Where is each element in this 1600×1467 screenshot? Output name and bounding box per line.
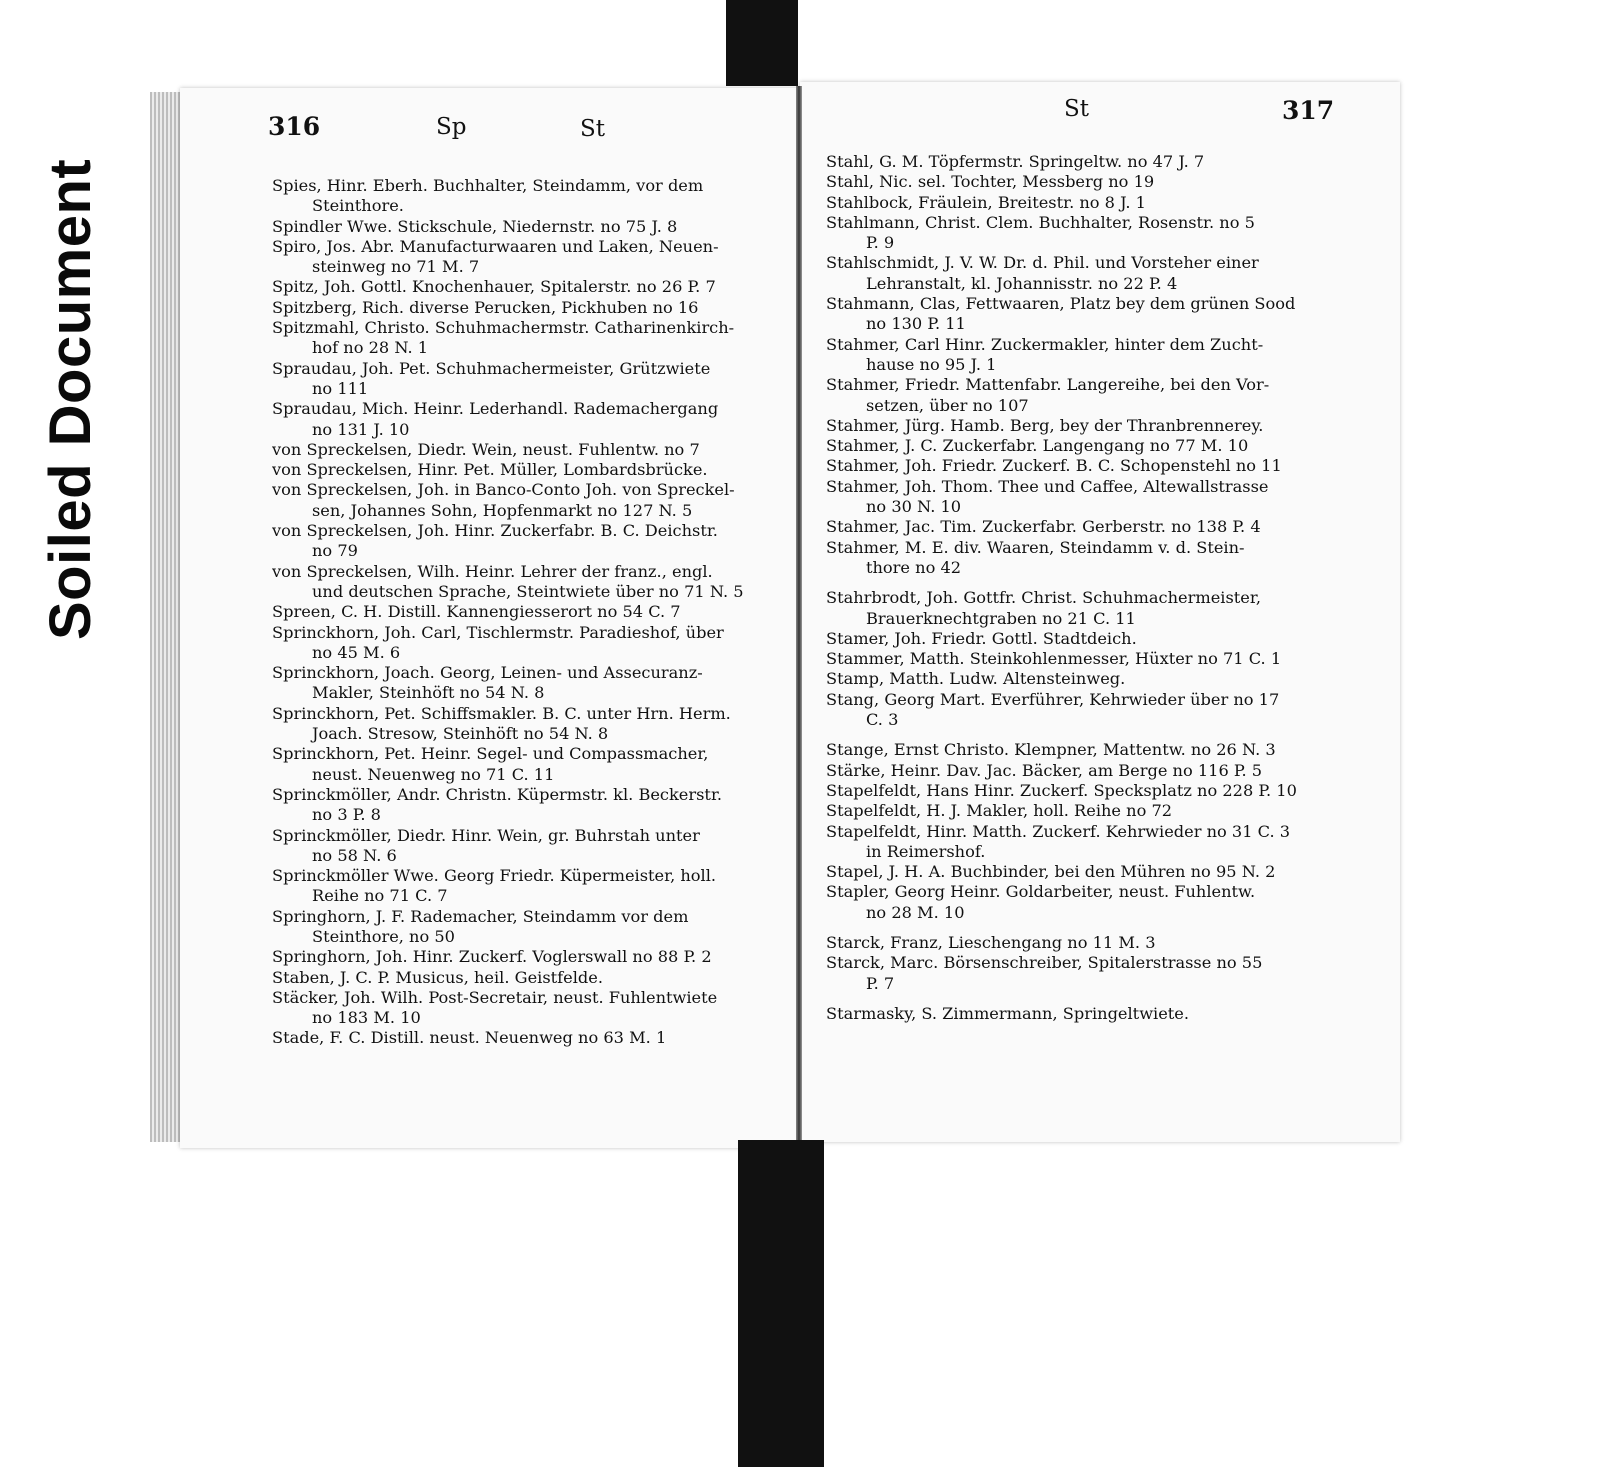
directory-entry — [272, 399, 772, 440]
entry-line: Sprinckmöller Wwe. Georg Friedr. Küpermeister, holl. — [272, 866, 717, 886]
entry-line: Stahl, Nic. sel. Tochter, Messberg no 19 — [826, 172, 1155, 192]
entry-line: Spraudau, Joh. Pet. Schuhmachermeister, Grützwiete — [272, 358, 711, 378]
directory-entry — [826, 882, 1326, 923]
directory-entry — [272, 988, 772, 1029]
entry-line: Sprinckhorn, Joh. Carl, Tischlermstr. Paradieshof, über — [272, 622, 724, 642]
directory-entry — [826, 416, 1326, 436]
entry-line: Sprinckmöller, Diedr. Hinr. Wein, gr. Buhrstah unter — [272, 825, 700, 845]
entry-line: Sprinckhorn, Joach. Georg, Leinen- und Assecuranz- — [272, 663, 703, 683]
entry-line: Stapel, J. H. A. Buchbinder, bei den Mühren no 95 N. 2 — [826, 862, 1276, 882]
directory-entry — [272, 602, 772, 622]
left-page-header-st: St — [580, 116, 605, 142]
entry-continuation-line: no 45 M. 6 — [312, 642, 401, 662]
entry-continuation-line: hause no 95 J. 1 — [866, 354, 997, 374]
entry-continuation-line: no 183 M. 10 — [312, 1008, 421, 1028]
directory-entry — [272, 623, 772, 664]
entry-continuation-line: no 131 J. 10 — [312, 419, 410, 439]
entry-line: Stang, Georg Mart. Everführer, Kehrwieder über no 17 — [826, 689, 1280, 709]
directory-entry — [272, 947, 772, 967]
entry-line: Starck, Franz, Lieschengang no 11 M. 3 — [826, 932, 1156, 952]
binding-strip-top — [726, 0, 798, 86]
entry-continuation-line: thore no 42 — [866, 557, 962, 577]
entry-line: Spreen, C. H. Distill. Kannengiesserort no 54 C. 7 — [272, 602, 681, 622]
right-page-number: 317 — [1282, 96, 1335, 125]
directory-entry — [826, 193, 1326, 213]
entry-continuation-line: und deutschen Sprache, Steintwiete über no 71 N. 5 — [312, 581, 744, 601]
entry-line: Stapelfeldt, H. J. Makler, holl. Reihe no 72 — [826, 801, 1173, 821]
entry-line: Sprinckhorn, Pet. Heinr. Segel- und Compassmacher, — [272, 744, 709, 764]
entry-line: Staben, J. C. P. Musicus, heil. Geistfelde. — [272, 967, 603, 987]
directory-entry — [272, 277, 772, 297]
directory-entry — [826, 933, 1326, 953]
entry-line: Stahmer, Carl Hinr. Zuckermakler, hinter dem Zucht- — [826, 334, 1264, 354]
entry-line: von Spreckelsen, Hinr. Pet. Müller, Lombardsbrücke. — [272, 460, 708, 480]
entry-line: von Spreckelsen, Joh. Hinr. Zuckerfabr. B. C. Deichstr. — [272, 521, 718, 541]
entry-line: Sprinckhorn, Pet. Schiffsmakler. B. C. unter Hrn. Herm. — [272, 703, 731, 723]
entry-line: Spies, Hinr. Eberh. Buchhalter, Steindamm, vor dem — [272, 176, 704, 195]
entry-line: Stamer, Joh. Friedr. Gottl. Stadtdeich. — [826, 628, 1137, 648]
directory-entry — [826, 953, 1326, 994]
directory-entry — [826, 690, 1326, 731]
entry-line: Spitzberg, Rich. diverse Perucken, Pickhuben no 16 — [272, 297, 699, 317]
directory-entry — [826, 629, 1326, 649]
entry-line: Stahmer, Joh. Friedr. Zuckerf. B. C. Schopenstehl no 11 — [826, 456, 1282, 476]
entry-continuation-line: Brauerknechtgraben no 21 C. 11 — [866, 608, 1136, 628]
entry-continuation-line: sen, Johannes Sohn, Hopfenmarkt no 127 N. 5 — [312, 500, 693, 520]
directory-entry — [826, 740, 1326, 760]
entry-line: von Spreckelsen, Diedr. Wein, neust. Fuhlentw. no 7 — [272, 439, 700, 459]
entry-line: Stapelfeldt, Hans Hinr. Zuckerf. Specksplatz no 228 P. 10 — [826, 780, 1297, 800]
directory-entry — [826, 213, 1326, 254]
entry-line: Stahlbock, Fräulein, Breitestr. no 8 J. 1 — [826, 192, 1146, 212]
directory-entry — [826, 335, 1326, 376]
entry-continuation-line: no 130 P. 11 — [866, 314, 966, 334]
directory-entry — [272, 744, 772, 785]
directory-entry — [272, 480, 772, 521]
directory-entry — [826, 538, 1326, 579]
book-gutter — [796, 86, 802, 1146]
directory-entry — [826, 822, 1326, 863]
entry-continuation-line: Steinthore. — [312, 196, 404, 216]
entry-line: Spraudau, Mich. Heinr. Lederhandl. Rademachergang — [272, 399, 719, 419]
entry-continuation-line: P. 9 — [866, 233, 895, 253]
directory-entry — [272, 318, 772, 359]
entry-line: von Spreckelsen, Wilh. Heinr. Lehrer der franz., engl. — [272, 561, 713, 581]
directory-entry — [826, 253, 1326, 294]
entry-line: Stahmer, J. C. Zuckerfabr. Langengang no 77 M. 10 — [826, 436, 1249, 456]
entry-line: Stapelfeldt, Hinr. Matth. Zuckerf. Kehrwieder no 31 C. 3 — [826, 821, 1291, 841]
entry-continuation-line: no 28 M. 10 — [866, 902, 965, 922]
entry-continuation-line: hof no 28 N. 1 — [312, 338, 429, 358]
directory-entry — [826, 1004, 1326, 1024]
entry-line: Stahlschmidt, J. V. W. Dr. d. Phil. und Vorsteher einer — [826, 253, 1259, 273]
entry-line: Springhorn, J. F. Rademacher, Steindamm vor dem — [272, 906, 689, 926]
directory-entry — [272, 460, 772, 480]
directory-entry — [826, 761, 1326, 781]
entry-line: Stapler, Georg Heinr. Goldarbeiter, neust. Fuhlentw. — [826, 882, 1256, 902]
directory-entry — [272, 521, 772, 562]
entry-continuation-line: in Reimershof. — [866, 841, 986, 861]
entry-line: Stamp, Matth. Ludw. Altensteinweg. — [826, 669, 1126, 689]
directory-entry — [272, 217, 772, 237]
entry-line: Starmasky, S. Zimmermann, Springeltwiete. — [826, 1003, 1190, 1023]
entry-continuation-line: Makler, Steinhöft no 54 N. 8 — [312, 683, 545, 703]
entry-line: Stade, F. C. Distill. neust. Neuenweg no 63 M. 1 — [272, 1028, 667, 1048]
entry-continuation-line: setzen, über no 107 — [866, 395, 1029, 415]
directory-entry — [272, 866, 772, 907]
directory-entry — [272, 298, 772, 318]
directory-entry — [826, 862, 1326, 882]
entry-line: Sprinckmöller, Andr. Christn. Küpermstr. kl. Beckerstr. — [272, 784, 723, 804]
entry-line: Stahlmann, Christ. Clem. Buchhalter, Rosenstr. no 5 — [826, 212, 1255, 232]
entry-continuation-line: C. 3 — [866, 710, 899, 730]
entry-continuation-line: P. 7 — [866, 973, 895, 993]
entry-line: Stahl, G. M. Töpfermstr. Springeltw. no 47 J. 7 — [826, 152, 1205, 171]
right-page-header-st: St — [1064, 96, 1089, 122]
entry-line: Stammer, Matth. Steinkohlenmesser, Hüxter no 71 C. 1 — [826, 649, 1282, 669]
left-page-entries — [272, 176, 772, 1049]
directory-entry — [826, 669, 1326, 689]
directory-entry — [272, 826, 772, 867]
directory-entry — [272, 440, 772, 460]
directory-entry — [272, 785, 772, 826]
directory-entry — [826, 375, 1326, 416]
entry-continuation-line: no 79 — [312, 541, 358, 561]
binding-strip-bottom — [738, 1140, 824, 1467]
right-page-entries — [826, 152, 1326, 1024]
entry-line: Stärke, Heinr. Dav. Jac. Bäcker, am Berge no 116 P. 5 — [826, 760, 1263, 780]
directory-entry — [826, 172, 1326, 192]
directory-entry — [826, 294, 1326, 335]
soiled-document-stamp: Soiled Document — [38, 158, 103, 640]
entry-line: Stahmann, Clas, Fettwaaren, Platz bey dem grünen Sood — [826, 294, 1296, 314]
entry-line: Starck, Marc. Börsenschreiber, Spitalerstrasse no 55 — [826, 953, 1263, 973]
entry-line: Stahmer, M. E. div. Waaren, Steindamm v. d. Stein- — [826, 537, 1245, 557]
entry-continuation-line: Steinthore, no 50 — [312, 926, 455, 946]
directory-entry — [826, 801, 1326, 821]
entry-line: Spiro, Jos. Abr. Manufacturwaaren und Laken, Neuen- — [272, 236, 719, 256]
entry-continuation-line: no 58 N. 6 — [312, 845, 397, 865]
directory-entry — [826, 781, 1326, 801]
entry-line: Springhorn, Joh. Hinr. Zuckerf. Voglerswall no 88 P. 2 — [272, 947, 712, 967]
entry-line: Stahmer, Joh. Thom. Thee und Caffee, Altewallstrasse — [826, 476, 1269, 496]
entry-line: Stahmer, Jac. Tim. Zuckerfabr. Gerberstr. no 138 P. 4 — [826, 517, 1261, 537]
directory-entry — [826, 588, 1326, 629]
entry-continuation-line: no 111 — [312, 378, 369, 398]
entry-continuation-line: Lehranstalt, kl. Johannisstr. no 22 P. 4 — [866, 273, 1178, 293]
directory-entry — [826, 436, 1326, 456]
directory-entry — [272, 968, 772, 988]
entry-continuation-line: no 3 P. 8 — [312, 805, 381, 825]
directory-entry — [272, 1028, 772, 1048]
entry-continuation-line: neust. Neuenweg no 71 C. 11 — [312, 764, 555, 784]
directory-entry — [826, 152, 1326, 172]
directory-entry — [272, 704, 772, 745]
directory-entry — [272, 907, 772, 948]
left-page-header-sp: Sp — [436, 114, 467, 140]
entry-line: Stahrbrodt, Joh. Gottfr. Christ. Schuhmachermeister, — [826, 588, 1261, 608]
directory-entry — [826, 477, 1326, 518]
directory-entry — [272, 562, 772, 603]
entry-continuation-line: Joach. Stresow, Steinhöft no 54 N. 8 — [312, 724, 609, 744]
directory-entry — [826, 649, 1326, 669]
directory-entry — [272, 237, 772, 278]
entry-line: Stahmer, Friedr. Mattenfabr. Langereihe, bei den Vor- — [826, 375, 1270, 395]
entry-continuation-line: no 30 N. 10 — [866, 497, 962, 517]
directory-entry — [272, 663, 772, 704]
entry-line: Stahmer, Jürg. Hamb. Berg, bey der Thranbrennerey. — [826, 415, 1264, 435]
directory-entry — [826, 517, 1326, 537]
entry-line: Spindler Wwe. Stickschule, Niedernstr. no 75 J. 8 — [272, 216, 678, 236]
entry-line: von Spreckelsen, Joh. in Banco-Conto Joh. von Spreckel- — [272, 480, 735, 500]
entry-continuation-line: steinweg no 71 M. 7 — [312, 257, 480, 277]
entry-line: Stange, Ernst Christo. Klempner, Mattentw. no 26 N. 3 — [826, 740, 1276, 760]
entry-continuation-line: Reihe no 71 C. 7 — [312, 886, 448, 906]
entry-line: Spitzmahl, Christo. Schuhmachermstr. Catharinenkirch- — [272, 318, 735, 338]
directory-entry — [272, 359, 772, 400]
entry-line: Stäcker, Joh. Wilh. Post-Secretair, neust. Fuhlentwiete — [272, 987, 718, 1007]
entry-line: Spitz, Joh. Gottl. Knochenhauer, Spitalerstr. no 26 P. 7 — [272, 277, 716, 297]
left-page-number: 316 — [268, 112, 321, 141]
directory-entry — [272, 176, 772, 217]
directory-entry — [826, 456, 1326, 476]
